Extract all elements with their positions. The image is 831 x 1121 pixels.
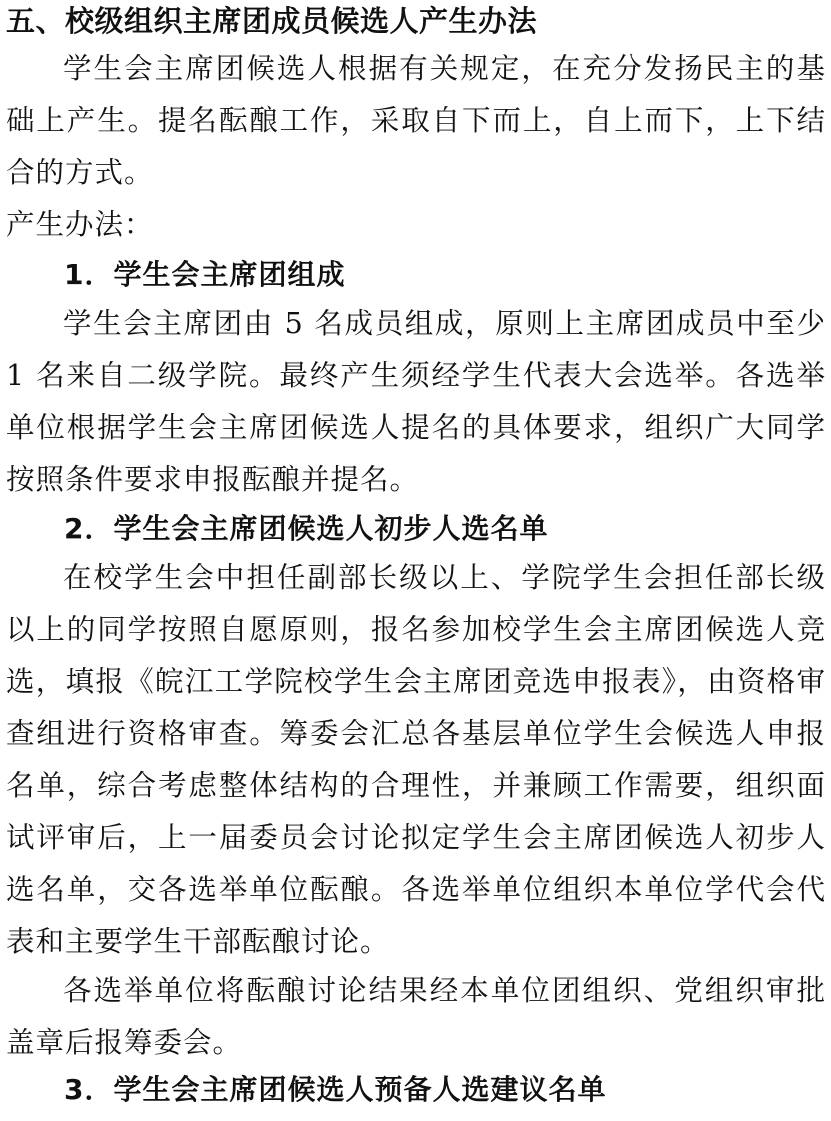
section-title: 五、校级组织主席团成员候选人产生办法 <box>6 4 538 38</box>
intro-paragraph: 学生会主席团候选人根据有关规定，在充分发扬民主的基础上产生。提名酝酿工作，采取自下而上，自上而下，上下结合的方式。 <box>6 52 826 189</box>
item-1-paragraph: 学生会主席团由 5 名成员组成，原则上主席团成员中至少 1 名来自二级学院。最终产生须经学生代表大会选举。各选举单位根据学生会主席团候选人提名的具体要求，组织广大同学按照条件要求申报酝酿并提名。 <box>6 307 826 496</box>
item-1-heading: 1．学生会主席团组成 <box>64 258 346 291</box>
method-label: 产生办法： <box>6 208 154 241</box>
item-3-heading: 3．学生会主席团候选人预备人选建议名单 <box>64 1073 607 1106</box>
item-2-paragraph-1: 在校学生会中担任副部长级以上、学院学生会担任部长级以上的同学按照自愿原则，报名参加校学生会主席团候选人竞选，填报《皖江工学院校学生会主席团竞选申报表》，由资格审查组进行资格审查。筹委会汇总各基层单位学生会候选人申报名单，综合考虑整体结构的合理性，并兼顾工作需要，组织面试评审后，上一届委员会讨论拟定学生会主席团候选人初步人选名单，交各选举单位酝酿。各选举单位组织本单位学代会代表和主要学生干部酝酿讨论。 <box>6 561 826 958</box>
item-2-paragraph-2: 各选举单位将酝酿讨论结果经本单位团组织、党组织审批盖章后报筹委会。 <box>6 974 826 1059</box>
item-2-heading: 2．学生会主席团候选人初步人选名单 <box>64 512 549 545</box>
